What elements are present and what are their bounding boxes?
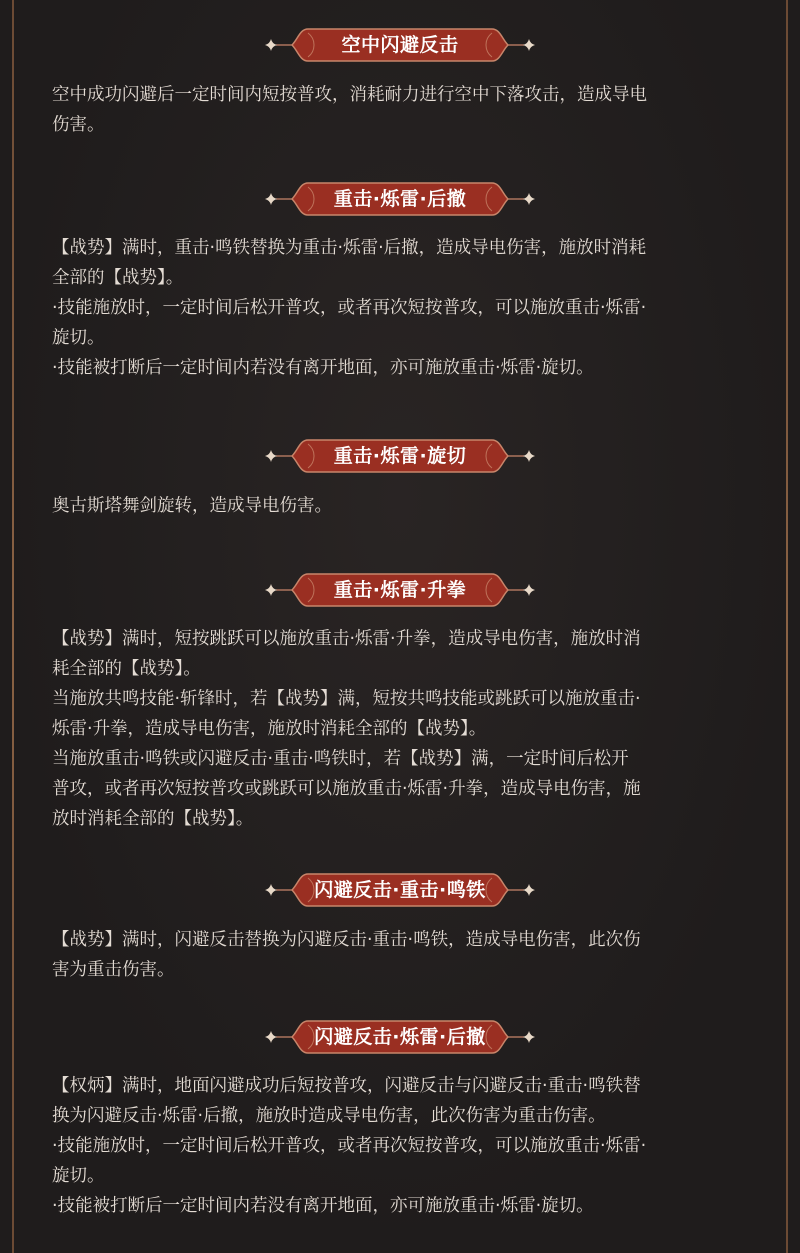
description-line: 伤害。 bbox=[52, 115, 105, 135]
section-title: 重击·烁雷·旋切 bbox=[333, 445, 467, 467]
section-banner bbox=[262, 436, 538, 476]
description-line: 旋切。 bbox=[52, 328, 105, 348]
description-line: ·技能施放时，一定时间后松开普攻，或者再次短按普攻，可以施放重击·烁雷· bbox=[52, 298, 647, 318]
section-banner bbox=[262, 570, 538, 610]
section-title: 闪避反击·烁雷·后撤 bbox=[314, 1026, 486, 1048]
description-line: 【战势】满时，重击·鸣铁替换为重击·烁雷·后撤，造成导电伤害，施放时消耗 bbox=[52, 238, 647, 258]
sparkle-icon bbox=[265, 39, 277, 51]
sparkle-icon bbox=[523, 450, 535, 462]
description-line: 空中成功闪避后一定时间内短按普攻，消耗耐力进行空中下落攻击，造成导电 bbox=[52, 85, 647, 105]
section-banner bbox=[262, 25, 538, 65]
section-title: 闪避反击·重击·鸣铁 bbox=[314, 879, 486, 901]
description-line: 【战势】满时，短按跳跃可以施放重击·烁雷·升拳，造成导电伤害，施放时消 bbox=[52, 629, 641, 649]
section-description bbox=[52, 624, 762, 834]
section-description bbox=[52, 1071, 762, 1221]
section-description bbox=[52, 80, 762, 140]
description-line: 【战势】满时，闪避反击替换为闪避反击·重击·鸣铁，造成导电伤害，此次伤 bbox=[52, 930, 641, 950]
description-line: 害为重击伤害。 bbox=[52, 960, 175, 980]
sparkle-icon bbox=[523, 39, 535, 51]
section-banner bbox=[262, 870, 538, 910]
description-line: 烁雷·升拳，造成导电伤害，施放时消耗全部的【战势】。 bbox=[52, 719, 487, 739]
sparkle-icon bbox=[265, 884, 277, 896]
sparkle-icon bbox=[265, 1031, 277, 1043]
description-line: 普攻，或者再次短按普攻或跳跃可以施放重击·烁雷·升拳，造成导电伤害，施 bbox=[52, 779, 641, 799]
description-line: 耗全部的【战势】。 bbox=[52, 659, 201, 679]
right-border-rail bbox=[786, 0, 788, 1253]
description-line: 奥古斯塔舞剑旋转，造成导电伤害。 bbox=[52, 496, 332, 516]
section-title: 重击·烁雷·升拳 bbox=[333, 579, 467, 601]
left-border-rail bbox=[12, 0, 14, 1253]
sparkle-icon bbox=[265, 450, 277, 462]
section-title: 重击·烁雷·后撤 bbox=[333, 188, 467, 210]
sparkle-icon bbox=[265, 584, 277, 596]
sparkle-icon bbox=[523, 584, 535, 596]
description-line: 【权炳】满时，地面闪避成功后短按普攻，闪避反击与闪避反击·重击·鸣铁替 bbox=[52, 1076, 641, 1096]
sparkle-icon bbox=[523, 884, 535, 896]
description-line: ·技能被打断后一定时间内若没有离开地面，亦可施放重击·烁雷·旋切。 bbox=[52, 358, 594, 378]
section-description bbox=[52, 233, 762, 383]
description-line: 当施放共鸣技能·斩锋时，若【战势】满，短按共鸣技能或跳跃可以施放重击· bbox=[52, 689, 641, 709]
sparkle-icon bbox=[523, 1031, 535, 1043]
sparkle-icon bbox=[523, 193, 535, 205]
section-title: 空中闪避反击 bbox=[341, 34, 459, 56]
sparkle-icon bbox=[265, 193, 277, 205]
section-banner bbox=[262, 1017, 538, 1057]
section-description bbox=[52, 491, 762, 521]
description-line: 当施放重击·鸣铁或闪避反击·重击·鸣铁时，若【战势】满，一定时间后松开 bbox=[52, 749, 629, 769]
description-line: ·技能施放时，一定时间后松开普攻，或者再次短按普攻，可以施放重击·烁雷· bbox=[52, 1136, 647, 1156]
description-line: 放时消耗全部的【战势】。 bbox=[52, 809, 254, 829]
description-line: ·技能被打断后一定时间内若没有离开地面，亦可施放重击·烁雷·旋切。 bbox=[52, 1196, 594, 1216]
description-line: 全部的【战势】。 bbox=[52, 268, 184, 288]
section-description bbox=[52, 925, 762, 985]
description-line: 换为闪避反击·烁雷·后撤，施放时造成导电伤害，此次伤害为重击伤害。 bbox=[52, 1106, 606, 1126]
section-banner bbox=[262, 179, 538, 219]
description-line: 旋切。 bbox=[52, 1166, 105, 1186]
